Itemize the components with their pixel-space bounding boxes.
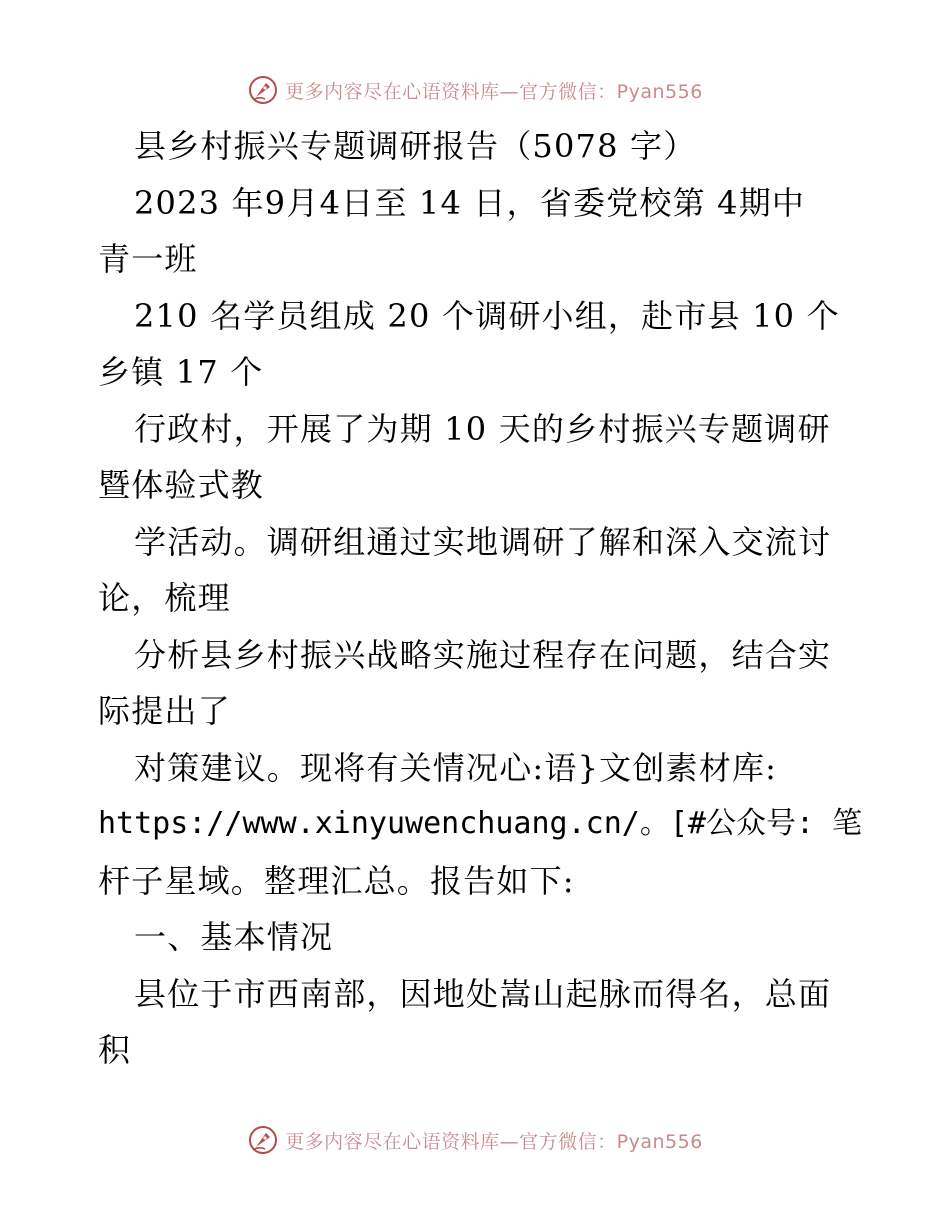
document-title: 县乡村振兴专题调研报告（5078 字）: [134, 127, 697, 165]
paragraph-line: 杆子星域。整理汇总。报告如下:: [98, 861, 575, 900]
paragraph-line: 分析县乡村振兴战略实施过程存在问题，结合实: [134, 635, 832, 674]
paragraph-line: 乡镇 17 个: [98, 353, 264, 391]
paragraph-line: 学活动。调研组通过实地调研了解和深入交流讨: [134, 522, 832, 561]
paragraph-line: 2023 年9月4日至 14 日，省委党校第 4期中: [134, 183, 806, 222]
paragraph-line: 青一班: [98, 240, 198, 278]
paragraph-line: 210 名学员组成 20 个调研小组，赴市县 10 个: [134, 296, 840, 335]
section-heading: 一、基本情况: [134, 918, 334, 956]
paragraph-line: 行政村，开展了为期 10 天的乡村振兴专题调研: [134, 409, 831, 448]
paragraph-line: 县位于市西南部，因地处嵩山起脉而得名，总面: [134, 974, 832, 1013]
paragraph-line: 际提出了: [98, 692, 231, 730]
watermark-text: 更多内容尽在心语资料库—官方微信：Pyan556: [285, 1130, 703, 1153]
paragraph-line-url: https://www.xinyuwenchuang.cn/。[#公众号: 笔: [98, 806, 863, 841]
pen-nib-logo-icon: [247, 74, 279, 106]
document-body: [98, 118, 863, 1079]
pen-nib-logo-icon: [247, 1124, 279, 1156]
paragraph-line: 论，梳理: [98, 579, 231, 617]
paragraph-line: 对策建议。现将有关情况心:语}文创素材库:: [134, 748, 778, 787]
header-watermark-banner: [0, 70, 950, 110]
footer-watermark-banner: [0, 1120, 950, 1160]
paragraph-line: 积: [98, 1031, 132, 1069]
paragraph-line: 暨体验式教: [98, 466, 265, 504]
watermark-text: 更多内容尽在心语资料库—官方微信：Pyan556: [285, 80, 703, 103]
